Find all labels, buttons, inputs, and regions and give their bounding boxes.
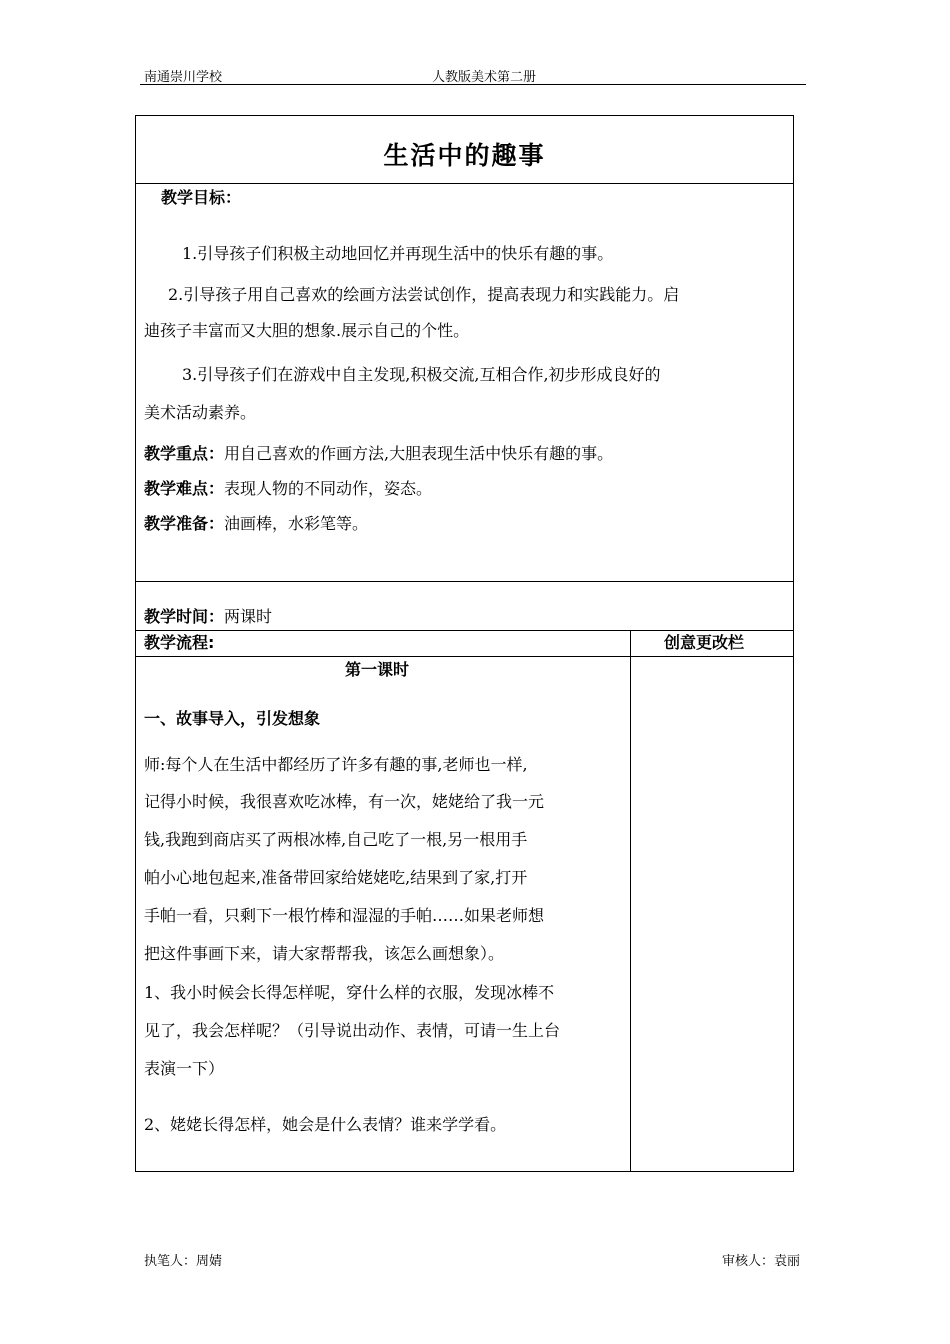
difficulties-label: 教学难点： xyxy=(144,479,225,498)
story-line-1: 师:每个人在生活中都经历了许多有趣的事,老师也一样, xyxy=(144,755,528,774)
section-1-title: 一、故事导入，引发想象 xyxy=(144,709,321,728)
preparation-value: 油画棒，水彩笔等。 xyxy=(224,514,369,533)
key-points-value: 用自己喜欢的作画方法,大胆表现生活中快乐有趣的事。 xyxy=(224,444,614,463)
footer-writer: 执笔人：周婧 xyxy=(144,1254,223,1269)
teaching-time-label: 教学时间： xyxy=(144,607,225,626)
footer-reviewer: 审核人：袁丽 xyxy=(722,1254,801,1269)
story-line-6: 把这件事画下来，请大家帮帮我，该怎么画想象）。 xyxy=(144,944,505,963)
objective-3-line-1: 3.引导孩子们在游戏中自主发现,积极交流,互相合作,初步形成良好的 xyxy=(182,365,661,384)
objective-1: 1.引导孩子们积极主动地回忆并再现生活中的快乐有趣的事。 xyxy=(182,244,614,263)
side-column-divider xyxy=(630,630,631,1172)
side-column-label: 创意更改栏 xyxy=(664,633,745,652)
header-book: 人教版美术第二册 xyxy=(432,70,537,85)
objective-2-line-1: 2.引导孩子用自己喜欢的绘画方法尝试创作，提高表现力和实践能力。启 xyxy=(168,285,680,304)
flow-header-divider xyxy=(135,656,794,657)
key-points-label: 教学重点： xyxy=(144,444,225,463)
lesson-title: 第一课时 xyxy=(345,660,410,679)
question-1-line-3: 表演一下） xyxy=(144,1059,225,1078)
story-line-2: 记得小时候，我很喜欢吃冰棒，有一次，姥姥给了我一元 xyxy=(144,792,545,811)
objectives-label: 教学目标： xyxy=(161,188,242,207)
header-rule xyxy=(140,84,806,85)
story-line-5: 手帕一看，只剩下一根竹棒和湿湿的手帕……如果老师想 xyxy=(144,906,545,925)
difficulties-value: 表现人物的不同动作，姿态。 xyxy=(224,479,433,498)
objectives-divider xyxy=(135,581,794,582)
question-1-line-1: 1、我小时候会长得怎样呢，穿什么样的衣服，发现冰棒不 xyxy=(144,983,555,1002)
page-title: 生活中的趣事 xyxy=(383,141,546,170)
header-school: 南通崇川学校 xyxy=(144,70,223,85)
difficulties xyxy=(144,481,432,497)
title-divider xyxy=(135,183,794,184)
flow-label: 教学流程: xyxy=(144,633,215,652)
question-1-line-2: 见了，我会怎样呢？（引导说出动作、表情，可请一生上台 xyxy=(144,1021,561,1040)
preparation-label: 教学准备： xyxy=(144,514,225,533)
preparation xyxy=(144,516,368,532)
objective-2-line-2: 迪孩子丰富而又大胆的想象.展示自己的个性。 xyxy=(144,321,470,340)
key-points xyxy=(144,446,613,462)
story-line-4: 帕小心地包起来,准备带回家给姥姥吃,结果到了家,打开 xyxy=(144,868,528,887)
teaching-time-value: 两课时 xyxy=(224,607,273,626)
question-2: 2、姥姥长得怎样，她会是什么表情？谁来学学看。 xyxy=(144,1115,507,1134)
objective-3-line-2: 美术活动素养。 xyxy=(144,403,257,422)
teaching-time xyxy=(144,609,272,625)
story-line-3: 钱,我跑到商店买了两根冰棒,自己吃了一根,另一根用手 xyxy=(144,830,528,849)
time-divider xyxy=(135,630,794,631)
